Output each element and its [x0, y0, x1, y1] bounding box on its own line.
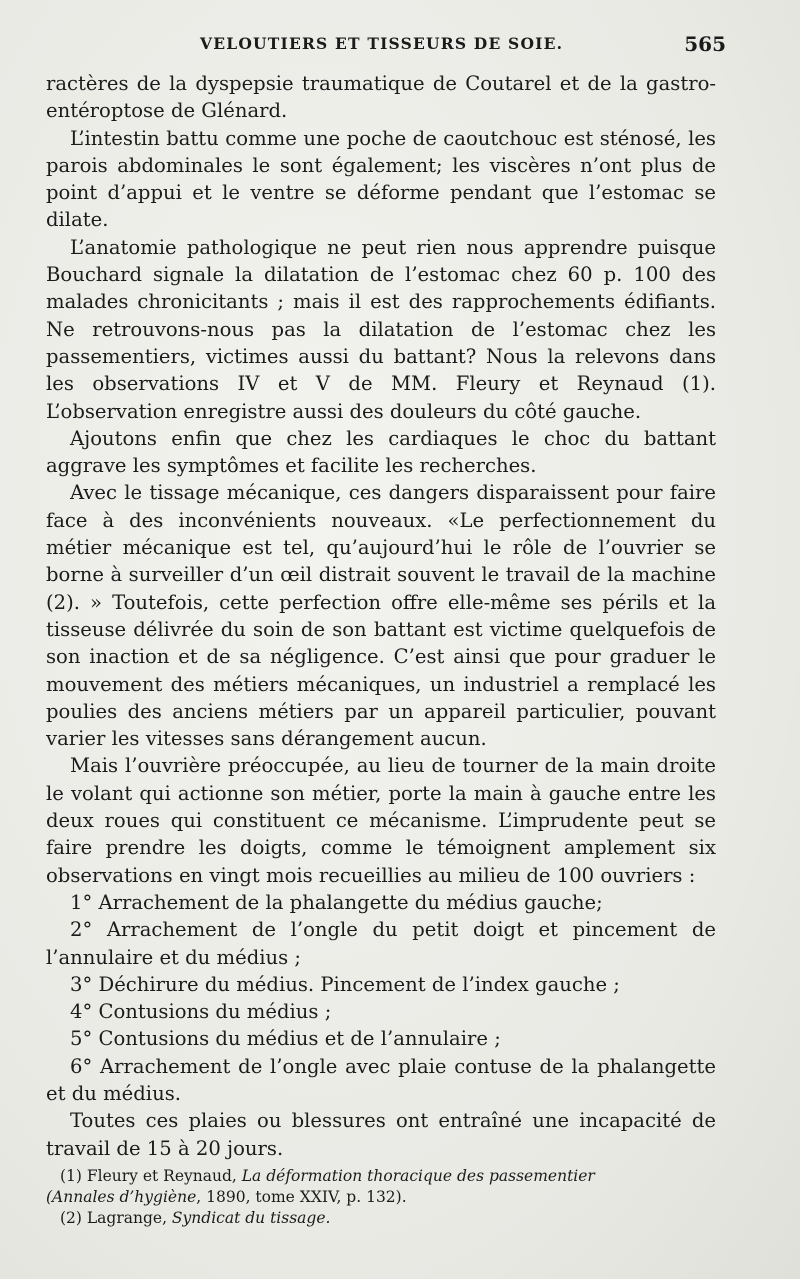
injury-item: 6° Arrachement de l’ongle avec plaie contuse de la phalangette et du médius.: [46, 1054, 716, 1105]
closing-paragraph: Toutes ces plaies ou blessures ont entraîné une incapacité de travail de 15 à 20 jours.: [46, 1109, 716, 1160]
injury-item: 2° Arrachement de l’ongle du petit doigt et pincement de l’annulaire et du médius ;: [46, 918, 716, 969]
paragraph: Avec le tissage mécanique, ces dangers disparaissent pour faire face à des inconvénients nouveaux. «Le perfectionnement du métier mécanique est tel, qu’aujourd’hui le rôle de l’ouvrier se borne à surveiller d’un œil distrait souvent le travail de la machine (2). » Toutefois, cette perfection offre elle-même ses périls et la tisseuse délivrée du soin de son battant est victime quelquefois de son inaction et de sa négligence. C’est ainsi que pour graduer le mouvement des métiers mécaniques, un industriel a remplacé les poulies des anciens métiers par un appareil particulier, pouvant varier les vitesses sans dérangement aucun.: [46, 481, 716, 751]
footnote-2-title: Syndicat du tissage.: [171, 1209, 331, 1227]
injury-item: 4° Contusions du médius ;: [70, 1000, 332, 1024]
footnotes: [46, 1166, 716, 1229]
paragraph: Ajoutons enfin que chez les cardiaques le choc du battant aggrave les symptômes et facilite les recherches.: [46, 426, 716, 478]
footnote-1-author: (1) Fleury et Reynaud,: [60, 1167, 242, 1185]
footnote-1-journal: (Annales d’hygiène: [46, 1188, 197, 1206]
page-header: [0, 30, 800, 64]
injury-item: 3° Déchirure du médius. Pincement de l’index gauche ;: [70, 972, 620, 996]
paragraph: ractères de la dyspepsie traumatique de Coutarel et de la gastro-entéroptose de Glénard.: [46, 72, 716, 123]
footnote-1-continued: [46, 1187, 716, 1208]
body-text: [46, 70, 716, 1162]
footnote-1-title: La déformation thoracique des passementier: [241, 1167, 595, 1185]
page-number: 565: [684, 32, 726, 56]
footnote-2: [46, 1208, 716, 1229]
paragraph: Mais l’ouvrière préoccupée, au lieu de tourner de la main droite le volant qui actionne son métier, porte la main à gauche entre les deux roues qui constituent ce mécanisme. L’imprudente peut se faire prendre les doigts, comme le témoignent amplement six observations en vingt mois recueillies au milieu de 100 ouvriers :: [46, 754, 716, 887]
footnote-2-author: (2) Lagrange,: [60, 1209, 172, 1227]
footnote-1: [46, 1166, 716, 1187]
footnote-1-reference: , 1890, tome XXIV, p. 132).: [196, 1188, 407, 1206]
running-title: VELOUTIERS ET TISSEURS DE SOIE.: [200, 34, 564, 53]
injury-item: 5° Contusions du médius et de l’annulaire ;: [70, 1027, 501, 1051]
paragraph: L’anatomie pathologique ne peut rien nous apprendre puisque Bouchard signale la dilatation de l’estomac chez 60 p. 100 des malades chronicitants ; mais il est des rapprochements édifiants. Ne retrouvons-nous pas la dilatation de l’estomac chez les passementiers, victimes aussi du battant? Nous la relevons dans les observations IV et V de MM. Fleury et Reynaud (1). L’observation enregistre aussi des douleurs du côté gauche.: [46, 235, 716, 423]
paragraph: L’intestin battu comme une poche de caoutchouc est sténosé, les parois abdominales le sont également; les viscères n’ont plus de point d’appui et le ventre se déforme pendant que l’estomac se dilate.: [46, 126, 716, 232]
injury-item: 1° Arrachement de la phalangette du médius gauche;: [70, 890, 603, 914]
